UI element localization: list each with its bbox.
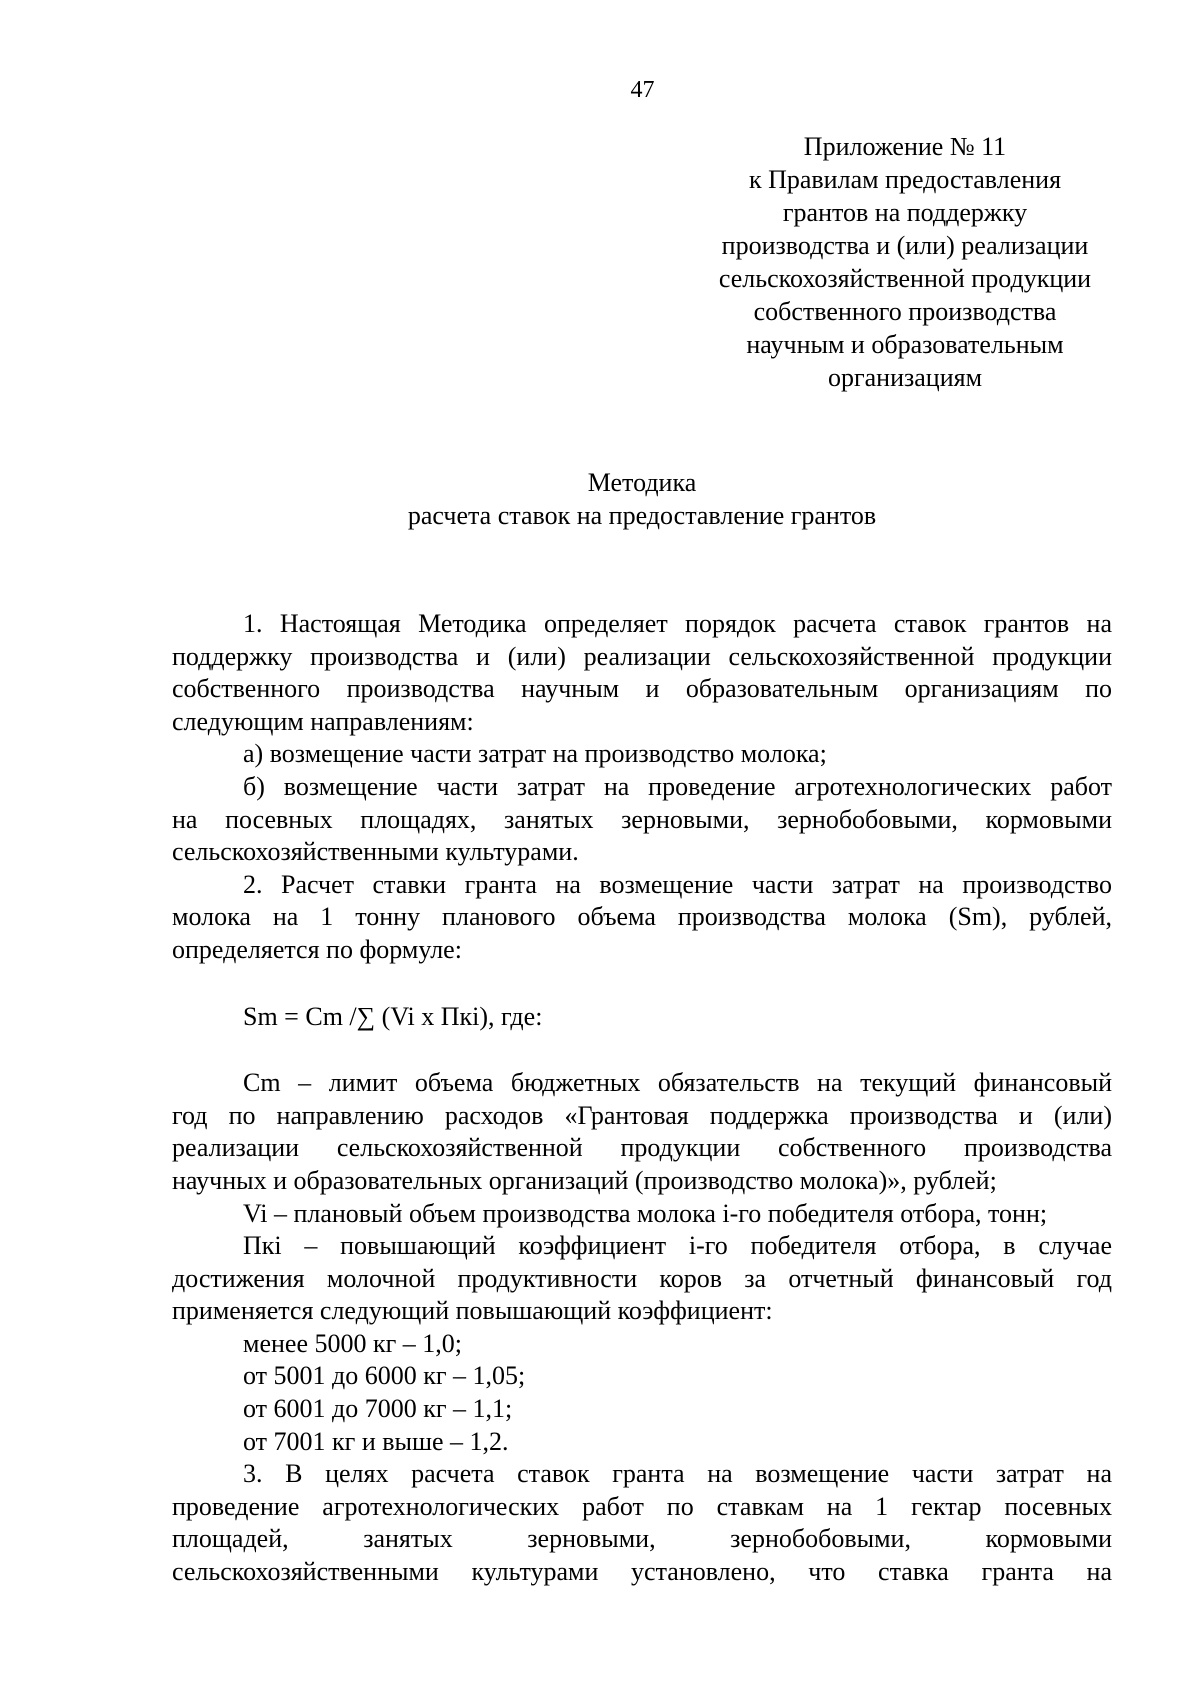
cm-definition-line: реализации сельскохозяйственной продукции собственного производства (172, 1133, 1112, 1163)
spacer (172, 967, 1112, 1001)
paragraph-2-line: определяется по формуле: (172, 934, 462, 964)
pki-definition-line: Пкi – повышающий коэффициент i-го победителя отбора, в случае (243, 1231, 1112, 1261)
coefficient-item: от 7001 кг и выше – 1,2. (243, 1426, 509, 1456)
vi-definition: Vi – плановый объем производства молока i-го победителя отбора, тонн; (243, 1198, 1048, 1228)
cm-definition-line: научных и образовательных организаций (производство молока)», рублей; (172, 1165, 997, 1195)
item-a: а) возмещение части затрат на производство молока; (243, 739, 827, 769)
coefficient-item: менее 5000 кг – 1,0; (243, 1328, 463, 1358)
item-b-line: на посевных площадях, занятых зерновыми, зернобобовыми, кормовыми (172, 804, 1112, 834)
paragraph-2-line: 2. Расчет ставки гранта на возмещение части затрат на производство (243, 869, 1112, 899)
appendix-line: Приложение № 11 (803, 132, 1007, 161)
appendix-line: сельскохозяйственной продукции (718, 264, 1092, 293)
paragraph-1-line: 1. Настоящая Методика определяет порядок расчета ставок грантов на (243, 609, 1112, 638)
cm-definition-line: Cm – лимит объема бюджетных обязательств на текущий финансовый (243, 1068, 1112, 1098)
title-line: расчета ставок на предоставление грантов (407, 501, 877, 530)
pki-definition-line: применяется следующий повышающий коэффициент: (172, 1296, 773, 1326)
paragraph-3-line: 3. В целях расчета ставок гранта на возмещение части затрат на (243, 1459, 1112, 1489)
appendix-line: грантов на поддержку (782, 198, 1028, 227)
page-number: 47 (630, 77, 655, 103)
paragraph-1-line: поддержку производства и (или) реализации сельскохозяйственной продукции (172, 641, 1112, 671)
formula: Sm = Cm /∑ (Vi x Пкi), где: (243, 1001, 543, 1031)
coefficient-item: от 6001 до 7000 кг – 1,1; (243, 1394, 513, 1424)
cm-definition-line: год по направлению расходов «Грантовая поддержка производства и (или) (172, 1100, 1112, 1130)
item-b-line: сельскохозяйственными культурами. (172, 837, 579, 867)
paragraph-2-line: молока на 1 тонну планового объема производства молока (Sm), рублей, (172, 902, 1112, 932)
appendix-line: научным и образовательным (746, 330, 1064, 359)
coefficient-item: от 5001 до 6000 кг – 1,05; (243, 1361, 526, 1391)
document-title (172, 466, 1112, 532)
item-b-line: б) возмещение части затрат на проведение агротехнологических работ (243, 771, 1112, 801)
pki-definition-line: достижения молочной продуктивности коров за отчетный финансовый год (172, 1263, 1112, 1293)
paragraph-1-line: следующим направлениям: (172, 706, 474, 736)
paragraph-3-line: проведение агротехнологических работ по ставкам на 1 гектар посевных (172, 1491, 1112, 1521)
spacer (172, 1033, 1112, 1067)
appendix-header (700, 130, 1110, 394)
paragraph-1-line: собственного производства научным и образовательным организациям по (172, 674, 1112, 704)
appendix-line: к Правилам предоставления (748, 165, 1062, 194)
appendix-line: организациям (827, 363, 983, 392)
paragraph-3-line: сельскохозяйственными культурами установлено, что ставка гранта на (172, 1557, 1112, 1587)
document-body (172, 608, 1112, 1589)
title-line: Методика (587, 468, 697, 497)
paragraph-3-line: площадей, занятых зерновыми, зернобобовыми, кормовыми (172, 1524, 1112, 1554)
appendix-line: собственного производства (753, 297, 1057, 326)
appendix-line: производства и (или) реализации (721, 231, 1089, 260)
